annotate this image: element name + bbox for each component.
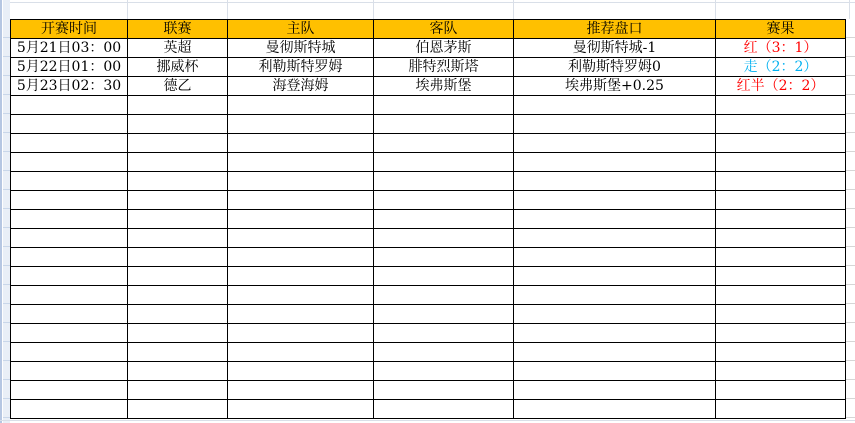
empty-cell[interactable] xyxy=(514,305,716,324)
empty-cell[interactable] xyxy=(11,96,128,115)
empty-cell[interactable] xyxy=(514,324,716,343)
empty-cell[interactable] xyxy=(374,400,514,419)
empty-cell[interactable] xyxy=(374,115,514,134)
empty-cell[interactable] xyxy=(514,191,716,210)
empty-cell[interactable] xyxy=(11,153,128,172)
empty-cell[interactable] xyxy=(374,267,514,286)
column-header-league[interactable]: 联赛 xyxy=(128,20,228,39)
empty-cell[interactable] xyxy=(128,248,228,267)
empty-cell[interactable] xyxy=(514,153,716,172)
empty-cell[interactable] xyxy=(228,172,374,191)
empty-cell[interactable] xyxy=(128,324,228,343)
empty-cell[interactable] xyxy=(228,153,374,172)
empty-cell[interactable] xyxy=(716,381,846,400)
empty-cell[interactable] xyxy=(716,324,846,343)
empty-cell[interactable] xyxy=(716,362,846,381)
empty-cell[interactable] xyxy=(128,381,228,400)
empty-cell[interactable] xyxy=(514,286,716,305)
empty-cell[interactable] xyxy=(716,210,846,229)
gridline-horizontal xyxy=(0,2,855,3)
empty-cell[interactable] xyxy=(374,343,514,362)
column-header-home-team[interactable]: 主队 xyxy=(228,20,374,39)
empty-cell[interactable] xyxy=(228,229,374,248)
empty-cell[interactable] xyxy=(716,229,846,248)
cell-league[interactable]: 德乙 xyxy=(128,77,228,96)
empty-cell[interactable] xyxy=(128,400,228,419)
column-header-time[interactable]: 开赛时间 xyxy=(11,20,128,39)
empty-cell[interactable] xyxy=(514,248,716,267)
empty-cell[interactable] xyxy=(11,134,128,153)
cell-away[interactable]: 腓特烈斯塔 xyxy=(374,58,514,77)
cell-home[interactable]: 海登海姆 xyxy=(228,77,374,96)
empty-cell[interactable] xyxy=(228,324,374,343)
empty-row xyxy=(11,210,846,229)
empty-cell[interactable] xyxy=(716,400,846,419)
empty-cell[interactable] xyxy=(374,305,514,324)
empty-cell[interactable] xyxy=(514,96,716,115)
empty-cell[interactable] xyxy=(228,362,374,381)
table-row xyxy=(11,39,846,58)
empty-cell[interactable] xyxy=(514,381,716,400)
empty-cell[interactable] xyxy=(228,134,374,153)
column-header-handicap[interactable]: 推荐盘口 xyxy=(514,20,716,39)
empty-cell[interactable] xyxy=(228,305,374,324)
cell-time[interactable]: 5月21日03：00 xyxy=(11,39,128,58)
empty-cell[interactable] xyxy=(228,286,374,305)
empty-row xyxy=(11,191,846,210)
empty-cell[interactable] xyxy=(11,115,128,134)
empty-cell[interactable] xyxy=(128,115,228,134)
empty-cell[interactable] xyxy=(128,134,228,153)
empty-cell[interactable] xyxy=(11,267,128,286)
empty-row xyxy=(11,229,846,248)
cell-away[interactable]: 伯恩茅斯 xyxy=(374,39,514,58)
table-body xyxy=(11,39,846,419)
gridline-vertical xyxy=(715,0,716,19)
empty-cell[interactable] xyxy=(716,115,846,134)
empty-cell[interactable] xyxy=(716,172,846,191)
empty-row xyxy=(11,172,846,191)
gridline-horizontal-bottom xyxy=(0,420,855,421)
empty-cell[interactable] xyxy=(228,343,374,362)
empty-cell[interactable] xyxy=(11,400,128,419)
empty-cell[interactable] xyxy=(128,305,228,324)
empty-cell[interactable] xyxy=(228,248,374,267)
table-row xyxy=(11,58,846,77)
empty-cell[interactable] xyxy=(11,305,128,324)
empty-cell[interactable] xyxy=(374,210,514,229)
empty-row xyxy=(11,115,846,134)
empty-cell[interactable] xyxy=(228,191,374,210)
empty-row xyxy=(11,381,846,400)
empty-cell[interactable] xyxy=(228,115,374,134)
empty-cell[interactable] xyxy=(716,248,846,267)
empty-cell[interactable] xyxy=(11,248,128,267)
empty-cell[interactable] xyxy=(228,400,374,419)
empty-cell[interactable] xyxy=(228,381,374,400)
empty-cell[interactable] xyxy=(514,134,716,153)
cell-result[interactable]: 红（3：1） xyxy=(716,39,846,58)
empty-cell[interactable] xyxy=(128,96,228,115)
empty-cell[interactable] xyxy=(716,153,846,172)
empty-row xyxy=(11,305,846,324)
empty-cell[interactable] xyxy=(228,210,374,229)
gridline-vertical xyxy=(373,0,374,19)
cell-result[interactable]: 红半（2：2） xyxy=(716,77,846,96)
empty-cell[interactable] xyxy=(128,153,228,172)
empty-row xyxy=(11,324,846,343)
empty-cell[interactable] xyxy=(716,343,846,362)
betting-table xyxy=(10,19,846,419)
column-header-away-team[interactable]: 客队 xyxy=(374,20,514,39)
empty-cell[interactable] xyxy=(716,134,846,153)
empty-row xyxy=(11,96,846,115)
empty-cell[interactable] xyxy=(716,96,846,115)
empty-cell[interactable] xyxy=(228,267,374,286)
gridline-vertical xyxy=(127,0,128,19)
empty-cell[interactable] xyxy=(128,210,228,229)
empty-cell[interactable] xyxy=(128,286,228,305)
empty-cell[interactable] xyxy=(716,267,846,286)
header-row xyxy=(11,20,846,39)
empty-cell[interactable] xyxy=(374,134,514,153)
empty-cell[interactable] xyxy=(374,286,514,305)
empty-cell[interactable] xyxy=(128,267,228,286)
sheet-right-margin-gridlines xyxy=(846,19,855,418)
cell-home[interactable]: 利勒斯特罗姆 xyxy=(228,58,374,77)
empty-cell[interactable] xyxy=(514,343,716,362)
cell-handicap[interactable]: 利勒斯特罗姆0 xyxy=(514,58,716,77)
empty-row xyxy=(11,343,846,362)
empty-row xyxy=(11,400,846,419)
empty-cell[interactable] xyxy=(514,115,716,134)
empty-cell[interactable] xyxy=(128,343,228,362)
empty-cell[interactable] xyxy=(128,362,228,381)
empty-cell[interactable] xyxy=(128,172,228,191)
sheet-left-edge-gridlines xyxy=(3,19,10,418)
empty-row xyxy=(11,153,846,172)
empty-row xyxy=(11,362,846,381)
empty-cell[interactable] xyxy=(11,286,128,305)
cell-league[interactable]: 挪威杯 xyxy=(128,58,228,77)
empty-cell[interactable] xyxy=(716,305,846,324)
cell-handicap[interactable]: 曼彻斯特城-1 xyxy=(514,39,716,58)
empty-cell[interactable] xyxy=(11,362,128,381)
empty-cell[interactable] xyxy=(374,153,514,172)
empty-cell[interactable] xyxy=(514,267,716,286)
empty-cell[interactable] xyxy=(11,172,128,191)
empty-cell[interactable] xyxy=(374,381,514,400)
empty-row xyxy=(11,248,846,267)
empty-cell[interactable] xyxy=(716,286,846,305)
gridline-vertical xyxy=(227,0,228,19)
cell-handicap[interactable]: 埃弗斯堡+0.25 xyxy=(514,77,716,96)
empty-cell[interactable] xyxy=(11,229,128,248)
cell-result[interactable]: 走（2：2） xyxy=(716,58,846,77)
empty-cell[interactable] xyxy=(128,229,228,248)
empty-cell[interactable] xyxy=(374,191,514,210)
empty-cell[interactable] xyxy=(514,229,716,248)
empty-cell[interactable] xyxy=(11,381,128,400)
sheet-top-margin-row xyxy=(0,0,855,19)
cell-league[interactable]: 英超 xyxy=(128,39,228,58)
empty-cell[interactable] xyxy=(11,191,128,210)
empty-cell[interactable] xyxy=(128,191,228,210)
empty-cell[interactable] xyxy=(716,191,846,210)
empty-cell[interactable] xyxy=(514,172,716,191)
column-header-result[interactable]: 赛果 xyxy=(716,20,846,39)
table-row xyxy=(11,77,846,96)
cell-home[interactable]: 曼彻斯特城 xyxy=(228,39,374,58)
gridline-vertical xyxy=(513,0,514,19)
empty-cell[interactable] xyxy=(228,96,374,115)
empty-cell[interactable] xyxy=(514,400,716,419)
empty-cell[interactable] xyxy=(374,229,514,248)
empty-cell[interactable] xyxy=(374,324,514,343)
empty-cell[interactable] xyxy=(514,362,716,381)
empty-cell[interactable] xyxy=(514,210,716,229)
empty-cell[interactable] xyxy=(11,210,128,229)
empty-row xyxy=(11,134,846,153)
empty-row xyxy=(11,286,846,305)
empty-row xyxy=(11,267,846,286)
empty-cell[interactable] xyxy=(11,343,128,362)
empty-cell[interactable] xyxy=(374,172,514,191)
gridline-vertical xyxy=(849,0,850,19)
empty-cell[interactable] xyxy=(374,96,514,115)
empty-cell[interactable] xyxy=(374,362,514,381)
cell-time[interactable]: 5月23日02：30 xyxy=(11,77,128,96)
cell-away[interactable]: 埃弗斯堡 xyxy=(374,77,514,96)
empty-cell[interactable] xyxy=(374,248,514,267)
empty-cell[interactable] xyxy=(11,324,128,343)
cell-time[interactable]: 5月22日01：00 xyxy=(11,58,128,77)
